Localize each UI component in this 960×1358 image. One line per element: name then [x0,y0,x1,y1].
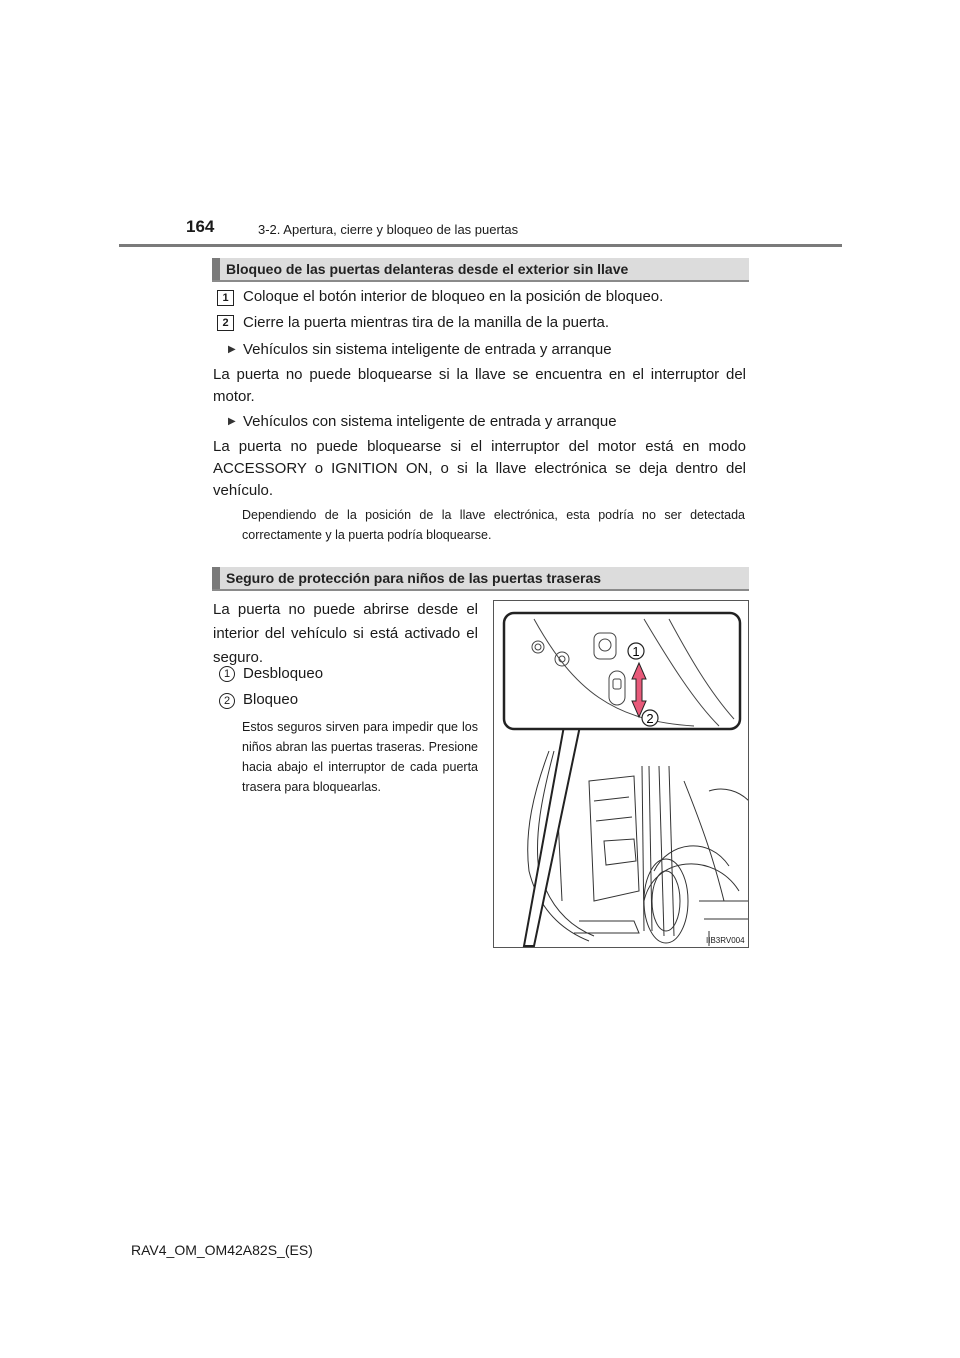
step-text-2: Cierre la puerta mientras tira de la manilla de la puerta. [243,314,610,331]
section-title-bar [212,258,220,280]
step-text-1: Coloque el botón interior de bloqueo en la posición de bloqueo. [243,288,664,305]
page-number: 164 [186,217,215,236]
manual-code: RAV4_OM_OM42A82S_(ES) [131,1242,313,1258]
variant-text-without-smart: La puerta no puede bloquearse si la llave se encuentra en el interruptor del motor. [213,366,746,405]
rear-door-drawing [494,601,749,948]
child-lock-intro: La puerta no puede abrirse desde el interior del vehículo si está activado el seguro. [213,601,478,666]
section-title-child-lock [212,567,749,591]
item-label-lock: Bloqueo [243,691,299,708]
triangle-bullet-icon: ▶ [228,344,236,355]
illustration-code: IIB3RV004 [706,936,745,945]
child-lock-illustration [493,600,749,948]
step-number-1: 1 [217,290,234,306]
variant-label-without-smart: Vehículos sin sistema inteligente de entrada y arranque [243,341,612,358]
header-divider [119,244,842,247]
section-header: 3-2. Apertura, cierre y bloqueo de las puertas [258,222,519,237]
section-title-text: Bloqueo de las puertas delanteras desde el exterior sin llave [226,261,629,277]
variant-text-with-smart: La puerta no puede bloquearse si el interruptor del motor está en modo ACCESSORY o IGNITION ON, o si la llave electrónica se deja dentro del vehículo. [213,438,746,499]
triangle-bullet-icon: ▶ [228,416,236,427]
section-title-front-doors [212,258,749,282]
step-number-2: 2 [217,315,234,331]
variant-label-with-smart: Vehículos con sistema inteligente de entrada y arranque [243,413,617,430]
illus-callout-2: 2 [646,711,654,726]
illus-callout-1: 1 [632,644,640,659]
section-title-bar [212,567,220,589]
note-child-lock: Estos seguros sirven para impedir que los niños abran las puertas traseras. Presione hacia abajo el interruptor de cada puerta trasera para bloquearlas. [242,720,478,794]
item-circle-2: 2 [219,693,235,709]
item-circle-1: 1 [219,666,235,682]
section-title-text: Seguro de protección para niños de las puertas traseras [226,570,602,586]
item-label-unlock: Desbloqueo [243,665,324,682]
note-key-detection: Dependiendo de la posición de la llave electrónica, esta podría no ser detectada correctamente y la puerta podría bloquearse. [242,508,745,542]
